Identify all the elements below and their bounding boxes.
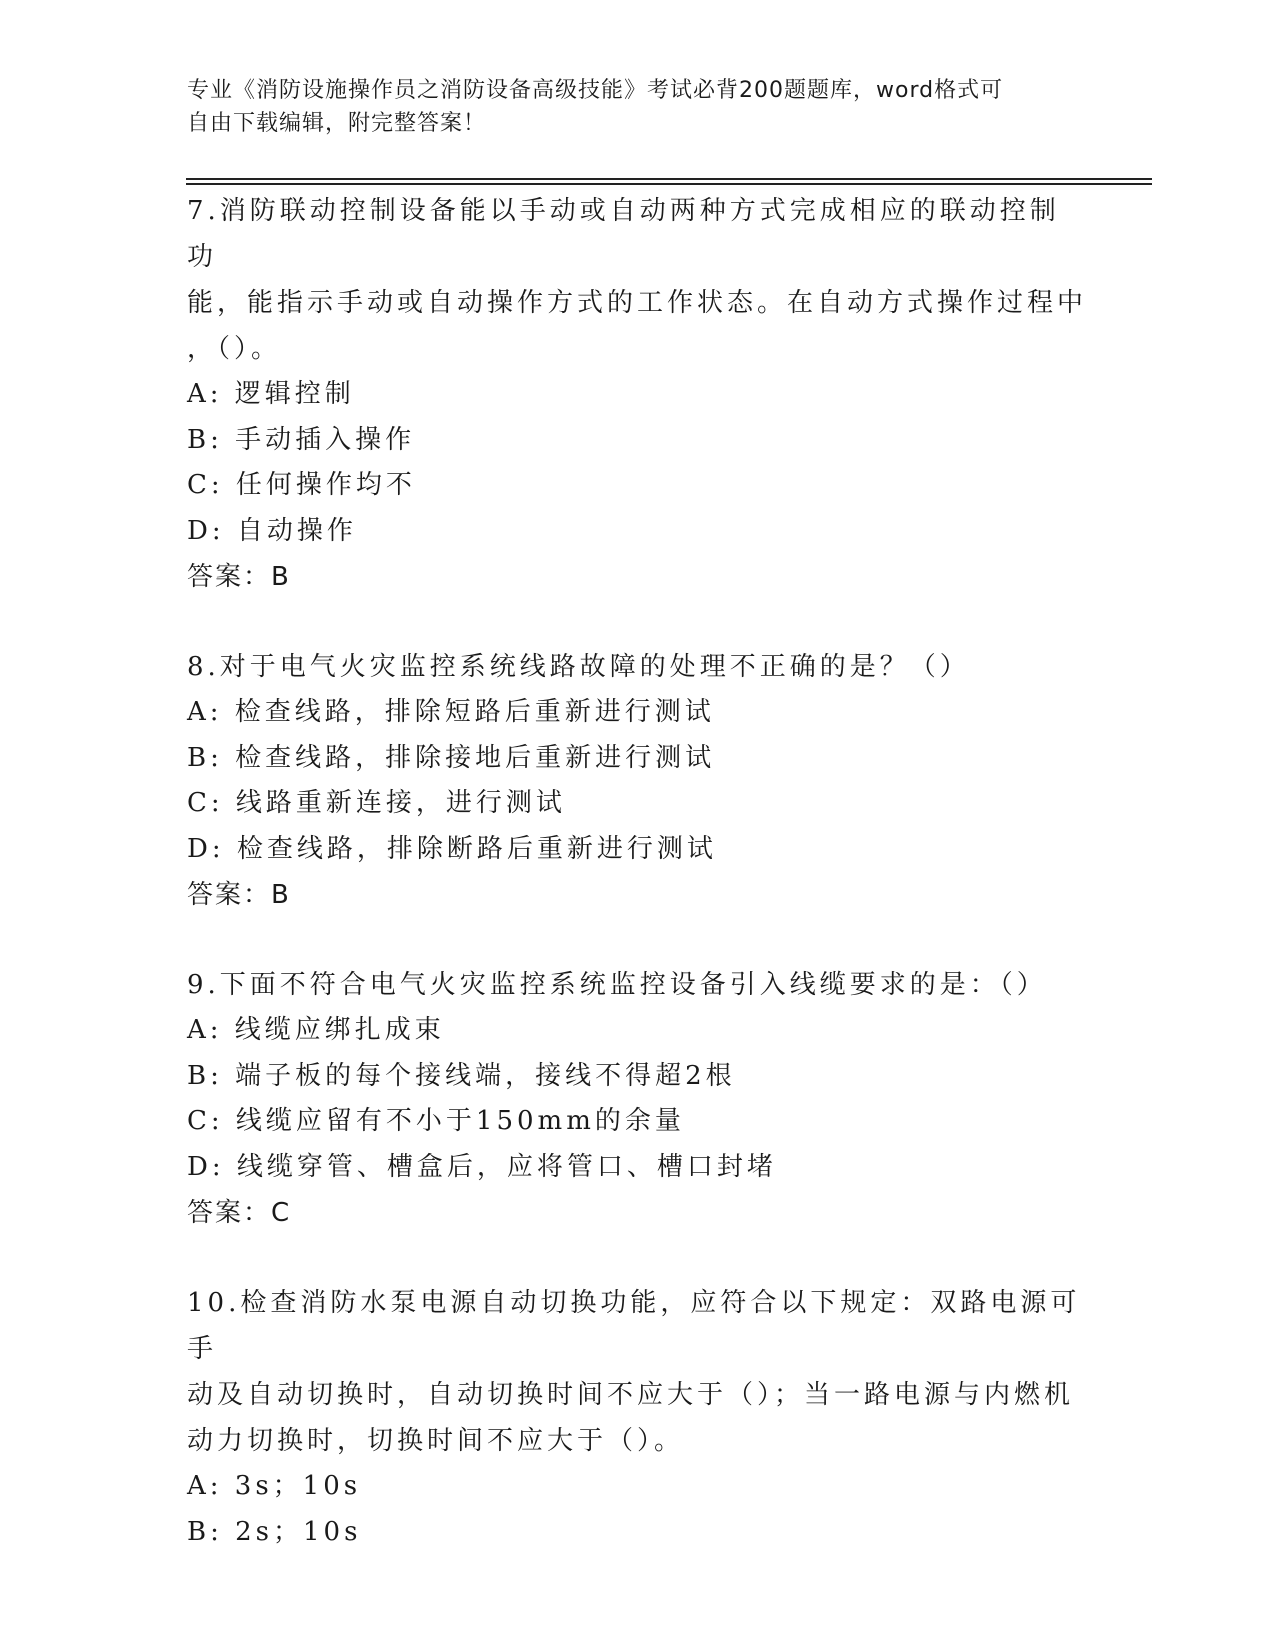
question-stem-line: ，（）。 <box>187 334 282 364</box>
question-spacer <box>187 600 1087 644</box>
header-rule-top <box>186 178 1152 180</box>
question-spacer <box>187 918 1087 962</box>
option-b: B: 2s；10s <box>187 1516 362 1547</box>
question-stem-line: 10.检查消防水泵电源自动切换功能，应符合以下规定：双路电源可手 <box>187 1288 1081 1364</box>
option-d: D: 线缆穿管、槽盒后，应将管口、槽口封堵 <box>187 1151 777 1182</box>
option-a: A: 3s；10s <box>187 1471 362 1501</box>
option-a: A: 线缆应绑扎成束 <box>187 1015 445 1045</box>
option-c: C: 任何操作均不 <box>187 470 416 500</box>
question-spacer <box>187 1236 1087 1280</box>
question-8 <box>187 644 1087 918</box>
option-b: B: 手动插入操作 <box>187 424 416 455</box>
option-a: A: 检查线路，排除短路后重新进行测试 <box>187 697 715 727</box>
question-stem-line: 能，能指示手动或自动操作方式的工作状态。在自动方式操作过程中 <box>187 288 1088 318</box>
question-7 <box>187 188 1087 600</box>
option-b: B: 端子板的每个接线端，接线不得超2根 <box>187 1060 736 1091</box>
option-c: C: 线缆应留有不小于150mm的余量 <box>187 1106 685 1136</box>
question-10 <box>187 1280 1087 1555</box>
question-9 <box>187 962 1087 1236</box>
question-list <box>187 188 1087 1555</box>
question-stem-line: 动力切换时，切换时间不应大于（）。 <box>187 1426 685 1456</box>
header-line-1: 专业《消防设施操作员之消防设备高级技能》考试必背200题题库，word格式可 <box>187 78 1004 103</box>
header-rule-bottom <box>186 183 1152 185</box>
document-header <box>187 74 1067 140</box>
question-stem-line: 8.对于电气火灾监控系统线路故障的处理不正确的是？（） <box>187 652 970 682</box>
option-b: B: 检查线路，排除接地后重新进行测试 <box>187 742 716 773</box>
option-a: A: 逻辑控制 <box>187 379 355 409</box>
question-stem-line: 7.消防联动控制设备能以手动或自动两种方式完成相应的联动控制功 <box>187 196 1060 272</box>
option-d: D: 自动操作 <box>187 515 357 546</box>
question-stem-line: 动及自动切换时，自动切换时间不应大于（）；当一路电源与内燃机 <box>187 1380 1075 1410</box>
option-c: C: 线路重新连接，进行测试 <box>187 788 566 818</box>
header-line-2: 自由下载编辑，附完整答案！ <box>187 111 487 136</box>
answer: 答案：B <box>187 562 291 592</box>
question-stem-line: 9.下面不符合电气火灾监控系统监控设备引入线缆要求的是：（） <box>187 970 1047 1000</box>
option-d: D: 检查线路，排除断路后重新进行测试 <box>187 833 717 864</box>
answer: 答案：B <box>187 880 291 910</box>
answer: 答案：C <box>187 1198 292 1228</box>
